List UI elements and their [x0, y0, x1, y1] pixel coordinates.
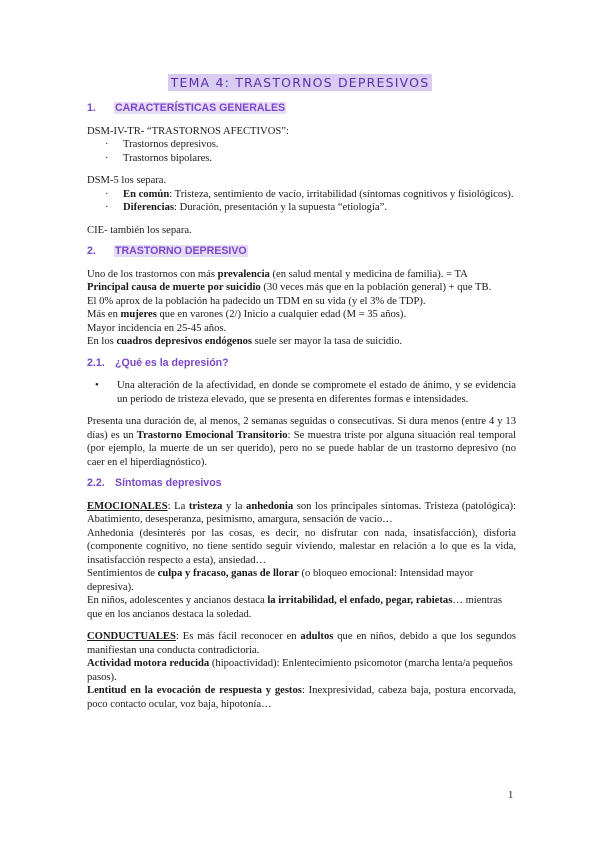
cond-l3-post: : Inexpresividad, cabeza baja, postura encorvada, poco contacto ocular, voz baja, hipotonía…	[87, 685, 517, 710]
p2-l1-post: (en salud mental y medicina de familia). = TA	[269, 268, 468, 280]
emo-l4-bold: la irritabilidad, el enfado, pegar, rabietas	[267, 595, 453, 606]
emo-t2: y la	[222, 500, 247, 512]
p2-line3: El 0% aprox de la población ha padecido un TDM en su vida (y el 3% de TDP).	[87, 295, 426, 307]
emo-t1: : La	[167, 500, 189, 512]
dsm4-line: DSM-IV-TR- “TRASTORNOS AFECTIVOS”:	[87, 125, 289, 137]
dsm5-item2-bold: Diferencias	[123, 202, 174, 213]
p2-line6	[87, 335, 516, 349]
p2-l1-pre: Uno de los trastornos con más	[87, 268, 218, 280]
section-1-heading	[87, 102, 516, 116]
p2-l6-pre: En los	[87, 336, 117, 347]
section-2-title: TRASTORNO DEPRESIVO	[115, 245, 247, 257]
p2-l4-pre: Más en	[87, 309, 121, 320]
cond-line2	[87, 657, 516, 684]
section-2-2-number: 2.2.	[87, 477, 105, 489]
p2-l4-bold: mujeres	[120, 309, 157, 320]
dsm5-line: DSM-5 los separa.	[87, 175, 167, 186]
section-1-title: CARACTERÍSTICAS GENERALES	[115, 102, 286, 114]
dsm5-item-diferencias	[87, 201, 516, 215]
emo-line1	[87, 500, 516, 527]
section-1-number: 1.	[87, 102, 96, 114]
cond-l2-post: (hipoactividad): Enlentecimiento psicomotor (marcha lenta/a pequeños pasos).	[87, 658, 513, 683]
p2-l4-post: que en varones (2/) Inicio a cualquier edad (M = 35 años).	[156, 309, 407, 320]
emo-b2: anhedonia	[246, 500, 294, 512]
emo-l3-bold: culpa y fracaso, ganas de llorar	[157, 568, 299, 579]
s21-para-pre: Presenta una duración de, al menos, 2 semanas seguidas o consecutivas. Si dura menos (entre 4 y 13 días) es un	[87, 416, 516, 441]
dsm5-list	[87, 188, 516, 215]
bullet-dot-icon: ·	[105, 152, 109, 164]
section-2-2-title: Síntomas depresivos	[115, 477, 222, 489]
p2-line2	[87, 281, 516, 295]
page-number: 1	[508, 790, 514, 801]
document-body	[87, 96, 516, 711]
s21-bullet-text: Una alteración de la afectividad, en donde se compromete el estado de ánimo, y se evidencia un periodo de tristeza elevado, que se presenta en diferentes formas e intensidades.	[117, 380, 516, 405]
cond-label: CONDUCTUALES	[87, 631, 176, 642]
cond-line3	[87, 684, 516, 711]
p2-l6-post: suele ser mayor la tasa de suicidio.	[252, 336, 403, 347]
p2-line4	[87, 308, 516, 322]
emo-l4-pre: En niños, adolescentes y ancianos destaca	[87, 595, 268, 606]
s21-paragraph	[87, 415, 516, 469]
section-2-heading	[87, 245, 516, 259]
s21-para-bold: Trastorno Emocional Transitorio	[136, 429, 288, 441]
section-2-number: 2.	[87, 245, 96, 257]
dsm4-item-text: Trastornos depresivos.	[123, 139, 219, 150]
cond-b1: adultos	[300, 631, 334, 642]
cond-line1	[87, 630, 516, 657]
bullet-dot-icon: ·	[105, 139, 109, 150]
dsm5-item-comun	[87, 188, 516, 202]
s21-bullet-item	[87, 379, 516, 406]
emo-t3: son los principales síntomas. Tristeza (patológica): Abatimiento, desesperanza, pesimismo, amargura, sensación de vacío…	[87, 500, 517, 525]
section-2-1-heading	[87, 357, 516, 371]
emo-label: EMOCIONALES	[87, 500, 168, 512]
section-2-2-heading	[87, 477, 516, 491]
dsm5-item2-rest: : Duración, presentación y la supuesta “etiología”.	[174, 202, 387, 213]
cond-l3-bold: Lentitud en la evocación de respuesta y gestos	[87, 685, 302, 696]
emo-b1: tristeza	[188, 500, 223, 512]
emo-line3	[87, 567, 516, 594]
emo-l3-pre: Sentimientos de	[87, 568, 158, 579]
cond-t2: que en niños, debido a que los segundos manifiestan una conducta contradictoria.	[87, 631, 516, 656]
p2-l2-post: (30 veces más que en la población general) + que TB.	[260, 282, 492, 293]
p2-line1	[87, 268, 516, 282]
emo-line2: Anhedonia (desinterés por las cosas, es decir, no disfrutar con nada, insatisfacción), disforia (componente cognitivo, no tiene sentido seguir viviendo, malestar en relación a lo que es la vida, insatisfacción respecto a esta), ansiedad…	[87, 527, 516, 566]
p2-l2-bold: Principal causa de muerte por suicidio	[87, 282, 261, 293]
cie-line: CIE- también los separa.	[87, 224, 192, 236]
cond-l2-bold: Actividad motora reducida	[87, 658, 210, 669]
dsm4-item-text: Trastornos bipolares.	[123, 152, 213, 164]
dsm4-item	[87, 152, 516, 166]
p2-l6-bold: cuadros depresivos endógenos	[116, 336, 253, 347]
bullet-dot-icon: ·	[105, 202, 109, 213]
dsm4-item	[87, 138, 516, 152]
bullet-dot-icon: ·	[105, 188, 109, 200]
dsm4-list	[87, 138, 516, 165]
emo-l4-post: … mientras que en los ancianos destaca la soledad.	[87, 595, 503, 620]
emo-l3-post: (o bloqueo emocional: Intensidad mayor depresiva).	[87, 568, 474, 593]
emo-line4	[87, 594, 516, 621]
section-2-1-title: ¿Qué es la depresión?	[115, 356, 229, 369]
dsm5-item1-rest: : Tristeza, sentimiento de vacío, irritabilidad (síntomas cognitivos y fisiológicos).	[169, 188, 514, 200]
p2-line5: Mayor incidencia en 25-45 años.	[87, 322, 227, 334]
dsm5-item1-bold: En común	[123, 188, 170, 200]
s21-para-post: : Se muestra triste por alguna situación real temporal (por ejemplo, la muerte de un ser querido), pero no se puede hablar de un trastorno depresivo (no caer en el hiperdiagnóstico).	[87, 429, 516, 468]
document-title: TEMA 4: TRASTORNOS DEPRESIVOS	[168, 74, 433, 91]
p2-l1-bold: prevalencia	[217, 268, 270, 280]
s21-bullet-list	[87, 379, 516, 406]
section-2-1-number: 2.1.	[87, 356, 105, 369]
cond-t1: : Es más fácil reconocer en	[175, 631, 301, 642]
title-wrap	[0, 74, 600, 92]
bullet-icon: •	[95, 380, 99, 391]
